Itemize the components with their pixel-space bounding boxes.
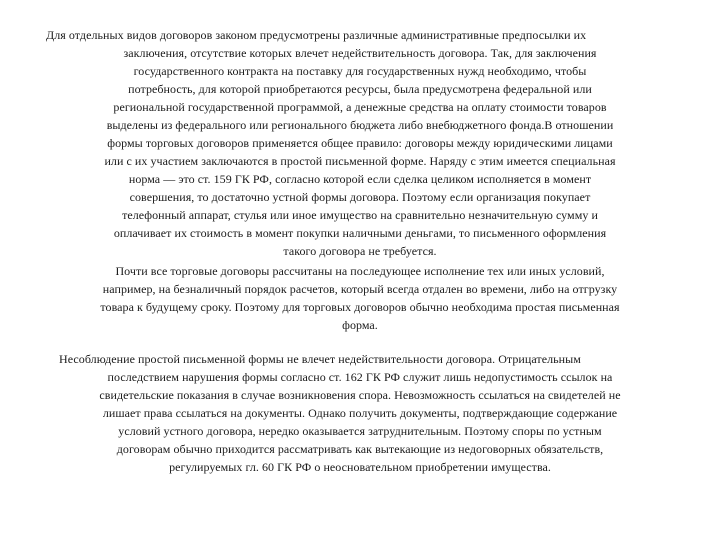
paragraph-line: или с их участием заключаются в простой письменной форме. Наряду с этим имеется специальная [104, 154, 616, 168]
paragraph-administrative-prerequisites [0, 26, 720, 260]
paragraph-line: государственного контракта на поставку для государственных нужд необходимо, чтобы [133, 64, 587, 78]
paragraph-line: условий устного договора, нередко оказывается затруднительным. Поэтому споры по устным [118, 424, 602, 438]
paragraph-line: договорам обычно приходится рассматривать как вытекающие из недоговорных обязательств, [116, 442, 604, 456]
paragraph-trade-contracts-form [0, 262, 720, 334]
paragraph-line: потребность, для которой приобретаются ресурсы, была предусмотрена федеральной или [128, 82, 592, 96]
paragraph-line: оплачивает их стоимость в момент покупки наличными деньгами, то письменного оформления [113, 226, 607, 240]
paragraph-line: лишает права ссылаться на документы. Однако получить документы, подтверждающие содержание [102, 406, 618, 420]
paragraph-line: региональной государственной программой, а денежные средства на оплату стоимости товаров [113, 100, 607, 114]
paragraph-line: такого договора не требуется. [283, 244, 437, 258]
paragraph-line: заключения, отсутствие которых влечет недействительность договора. Так, для заключения [123, 46, 597, 60]
paragraph-line: норма — это ст. 159 ГК РФ, согласно которой если сделка целиком исполняется в момент [128, 172, 592, 186]
paragraph-line: выделены из федерального или регионального бюджета либо внебюджетного фонда.В отношении [106, 118, 614, 132]
paragraph-line: Для отдельных видов договоров законом предусмотрены различные административные предпосылки их [46, 28, 587, 42]
paragraph-line: форма. [342, 318, 378, 332]
paragraph-line: совершения, то достаточно устной формы договора. Поэтому если организация покупает [129, 190, 591, 204]
paragraph-line: например, на безналичный порядок расчетов, который всегда отдален во времени, либо на отгрузку [102, 282, 618, 296]
paragraph-line: телефонный аппарат, стулья или иное имущество на сравнительно незначительную сумму и [122, 208, 598, 222]
paragraph-line: последствием нарушения формы согласно ст. 162 ГК РФ служит лишь недопустимость ссылок на [107, 370, 613, 384]
paragraph-line: свидетельские показания в случае возникновения спора. Невозможность ссылаться на свидетелей не [99, 388, 621, 402]
paragraph-line: товара к будущему сроку. Поэтому для торговых договоров обычно необходима простая письменная [100, 300, 620, 314]
paragraph-line: Почти все торговые договоры рассчитаны на последующее исполнение тех или иных условий, [115, 264, 605, 278]
paragraph-line: регулируемых гл. 60 ГК РФ о неосновательном приобретении имущества. [169, 460, 551, 474]
paragraph-line: Несоблюдение простой письменной формы не влечет недействительности договора. Отрицательным [59, 352, 581, 366]
paragraph-noncompliance-consequences [0, 350, 720, 476]
paragraph-line: формы торговых договоров применяется общее правило: договоры между юридическими лицами [107, 136, 613, 150]
